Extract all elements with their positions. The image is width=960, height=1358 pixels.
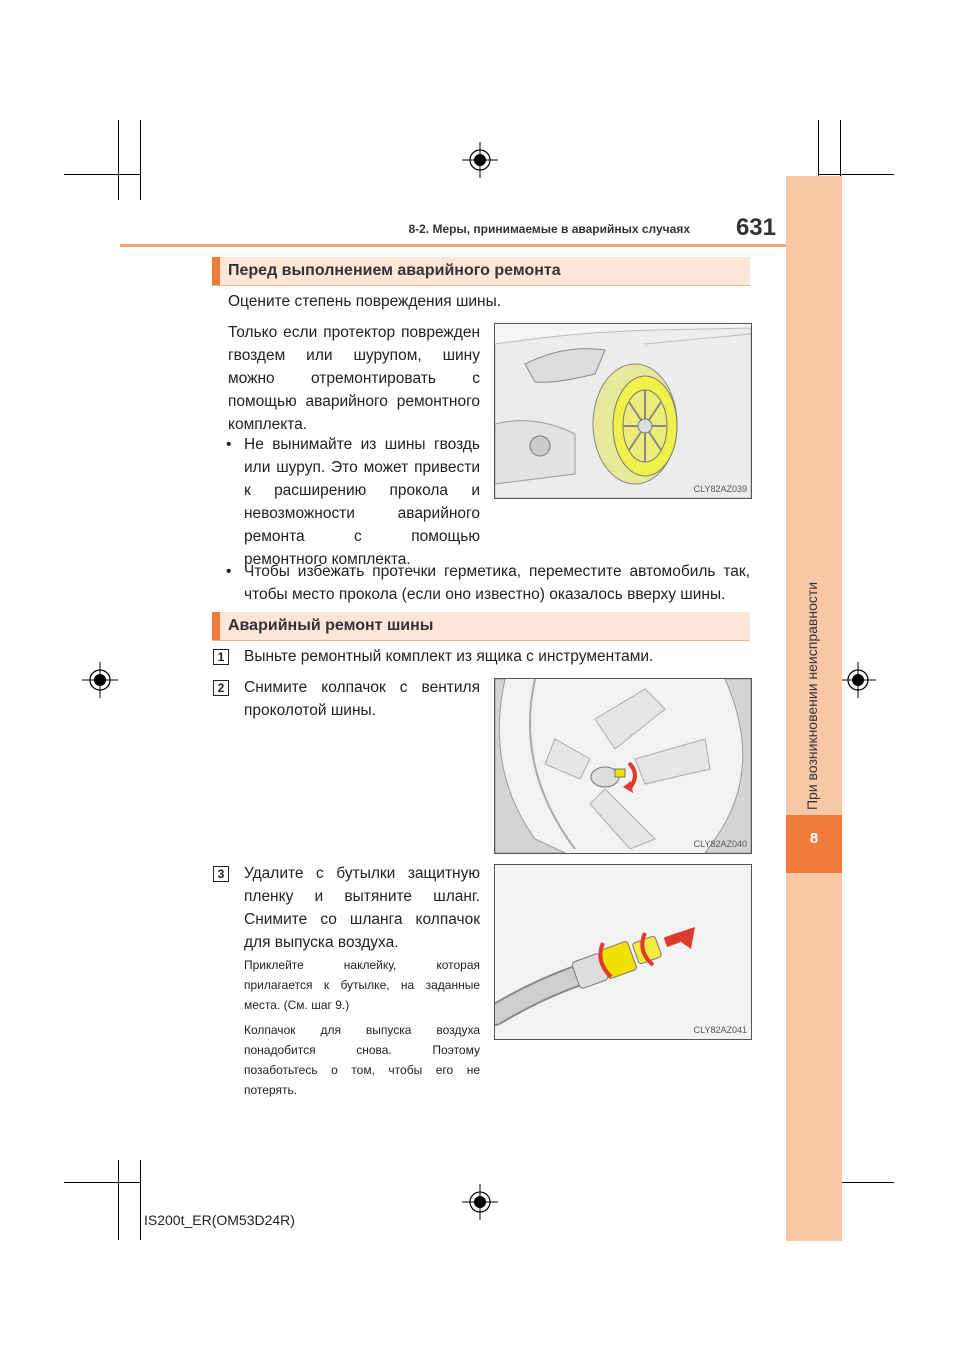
crop-mark — [64, 174, 140, 175]
text-line: ремонтного комплекта. — [244, 551, 411, 568]
step-1-text: Выньте ремонтный комплект из ящика с инструментами. — [244, 648, 654, 665]
text-line: помощью аварийного ремонтного — [228, 393, 480, 410]
figure-hose — [494, 864, 752, 1040]
text-line: Снимите колпачок с вентиля — [244, 679, 480, 696]
text-line: можно отремонтировать с — [228, 370, 480, 387]
text-line: прилагается к бутылке, на заданные — [244, 978, 480, 992]
page-number: 631 — [735, 214, 776, 241]
step-3-text — [244, 862, 480, 954]
figure-valve-cap — [494, 678, 752, 854]
text-line: для выпуска воздуха. — [244, 934, 399, 951]
crop-mark — [140, 1160, 141, 1240]
crop-mark — [118, 120, 119, 200]
bullet-marker: • — [226, 563, 232, 580]
section-title: Перед выполнением аварийного ремонта — [228, 262, 561, 279]
text-line: Снимите со шланга колпачок — [244, 911, 480, 928]
section-header-accent — [212, 257, 220, 285]
hose-cap-illustration — [495, 865, 751, 1039]
bullet-nail-warning — [244, 433, 480, 571]
text-line: понадобится снова. Поэтому — [244, 1043, 480, 1057]
text-line: или шуруп. Это может привести — [244, 459, 480, 476]
chapter-number: 8 — [809, 830, 819, 847]
header-rule — [120, 244, 786, 247]
figure-code: CLY82AZ039 — [693, 484, 747, 494]
text-line: Чтобы избежать протечки герметика, переместите автомобиль так, — [244, 563, 750, 580]
registration-target-icon — [462, 1184, 498, 1220]
running-header: 8-2. Меры, принимаемые в аварийных случаях — [408, 222, 690, 236]
text-line: потерять. — [244, 1083, 298, 1097]
bullet-move-vehicle — [244, 560, 750, 606]
chapter-title: При возникновении неисправности — [804, 581, 820, 810]
registration-target-icon — [82, 662, 118, 698]
text-line: позаботьтесь о том, чтобы его не — [244, 1063, 480, 1077]
note-air-cap — [244, 1020, 480, 1100]
text-line: Удалите с бутылки защитную — [244, 865, 480, 882]
text-line: проколотой шины. — [244, 702, 376, 719]
section-header-before-repair — [212, 257, 750, 286]
intro-text: Оцените степень повреждения шины. — [228, 293, 502, 310]
step-number-3: 3 — [213, 866, 229, 882]
crop-mark — [64, 1182, 140, 1183]
car-front-illustration — [495, 324, 751, 498]
step-number-1: 1 — [213, 649, 229, 665]
text-line: чтобы место прокола (если оно известно) оказалось вверху шины. — [244, 586, 726, 603]
crop-mark — [818, 174, 894, 175]
text-line: Не вынимайте из шины гвоздь — [244, 436, 480, 453]
registration-target-icon — [840, 662, 876, 698]
text-line: невозможности аварийного — [244, 505, 480, 522]
bullet-marker: • — [226, 436, 232, 453]
text-line: ремонта с помощью — [244, 528, 480, 545]
figure-code: CLY82AZ041 — [693, 1025, 747, 1035]
figure-code: CLY82AZ040 — [693, 839, 747, 849]
text-line: Колпачок для выпуска воздуха — [244, 1023, 480, 1037]
registration-target-icon — [462, 142, 498, 178]
wheel-valve-illustration — [495, 679, 751, 853]
section-header-accent — [212, 612, 220, 640]
text-line: Только если протектор поврежден — [228, 324, 480, 341]
damage-paragraph — [228, 321, 480, 436]
section-title: Аварийный ремонт шины — [228, 617, 434, 634]
text-line: к расширению прокола и — [244, 482, 480, 499]
step-2-text — [244, 676, 480, 722]
figure-car-tire — [494, 323, 752, 499]
crop-mark — [118, 1160, 119, 1240]
text-line: комплекта. — [228, 416, 308, 433]
step-number-2: 2 — [213, 680, 229, 696]
text-line: Приклейте наклейку, которая — [244, 958, 480, 972]
crop-mark — [140, 120, 141, 200]
text-line: пленку и вытяните шланг. — [244, 888, 480, 905]
footer-code: IS200t_ER(OM53D24R) — [144, 1212, 295, 1228]
text-line: гвоздем или шурупом, шину — [228, 347, 480, 364]
note-sticker — [244, 955, 480, 1015]
section-header-emergency-repair — [212, 612, 750, 641]
text-line: места. (См. шаг 9.) — [244, 998, 350, 1012]
